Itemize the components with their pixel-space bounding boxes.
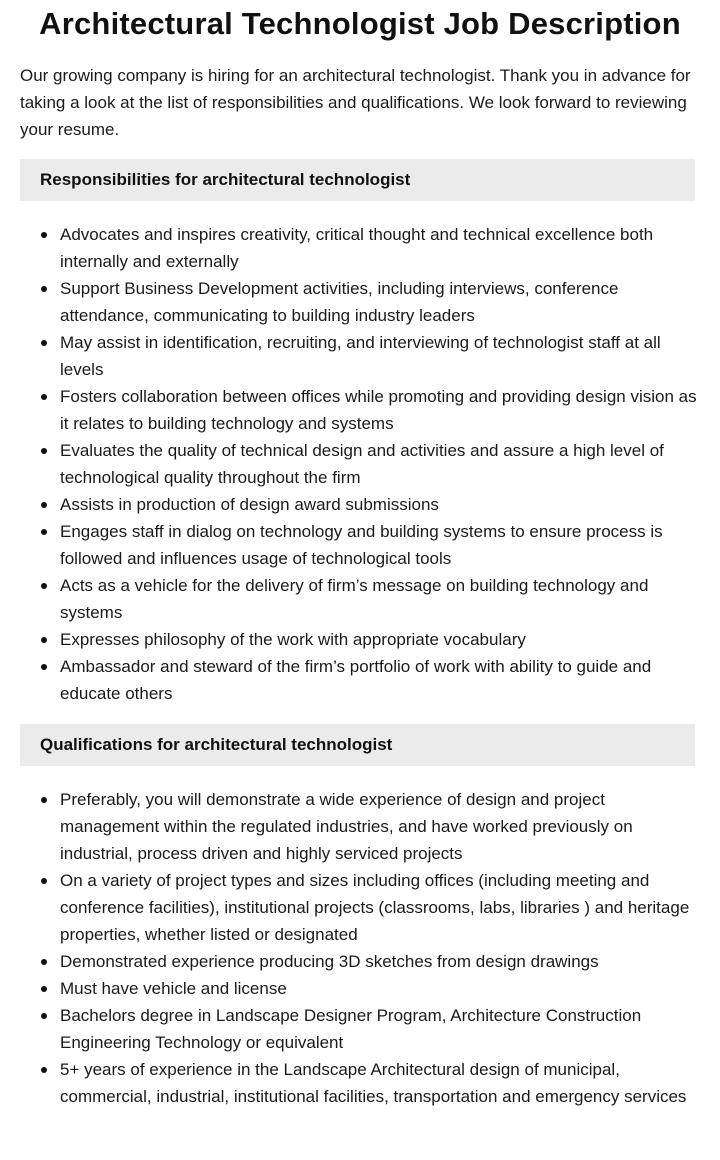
list-item: Evaluates the quality of technical design and activities and assure a high level of technological quality throughout the firm bbox=[20, 437, 700, 491]
intro-paragraph: Our growing company is hiring for an architectural technologist. Thank you in advance for taking a look at the list of responsibilities and qualifications. We look forward to reviewing your resume. bbox=[20, 66, 691, 139]
list-item: Engages staff in dialog on technology and building systems to ensure process is followed and influences usage of technological tools bbox=[20, 518, 700, 572]
list-item: Must have vehicle and license bbox=[20, 975, 700, 1002]
list-item: Preferably, you will demonstrate a wide experience of design and project management within the regulated industries, and have worked previously on industrial, process driven and highly serviced projects bbox=[20, 786, 700, 867]
list-item: Assists in production of design award submissions bbox=[20, 491, 700, 518]
responsibilities-heading: Responsibilities for architectural technologist bbox=[20, 159, 695, 201]
page-title: Architectural Technologist Job Description bbox=[39, 6, 681, 41]
list-item: Fosters collaboration between offices while promoting and providing design vision as it relates to building technology and systems bbox=[20, 383, 700, 437]
list-item: Support Business Development activities, including interviews, conference attendance, communicating to building industry leaders bbox=[20, 275, 700, 329]
list-item: Expresses philosophy of the work with appropriate vocabulary bbox=[20, 626, 700, 653]
list-item: 5+ years of experience in the Landscape Architectural design of municipal, commercial, industrial, institutional facilities, transportation and emergency services bbox=[20, 1056, 700, 1110]
list-item: Demonstrated experience producing 3D sketches from design drawings bbox=[20, 948, 700, 975]
list-item: Acts as a vehicle for the delivery of firm’s message on building technology and systems bbox=[20, 572, 700, 626]
responsibilities-list bbox=[20, 221, 700, 707]
list-item: On a variety of project types and sizes including offices (including meeting and conference facilities), institutional projects (classrooms, labs, libraries ) and heritage properties, whether listed or designated bbox=[20, 867, 700, 948]
qualifications-heading: Qualifications for architectural technologist bbox=[20, 724, 695, 766]
list-item: Ambassador and steward of the firm’s portfolio of work with ability to guide and educate others bbox=[20, 653, 700, 707]
list-item: Bachelors degree in Landscape Designer Program, Architecture Construction Engineering Technology or equivalent bbox=[20, 1002, 700, 1056]
list-item: Advocates and inspires creativity, critical thought and technical excellence both internally and externally bbox=[20, 221, 700, 275]
qualifications-list bbox=[20, 786, 700, 1110]
list-item: May assist in identification, recruiting, and interviewing of technologist staff at all levels bbox=[20, 329, 700, 383]
